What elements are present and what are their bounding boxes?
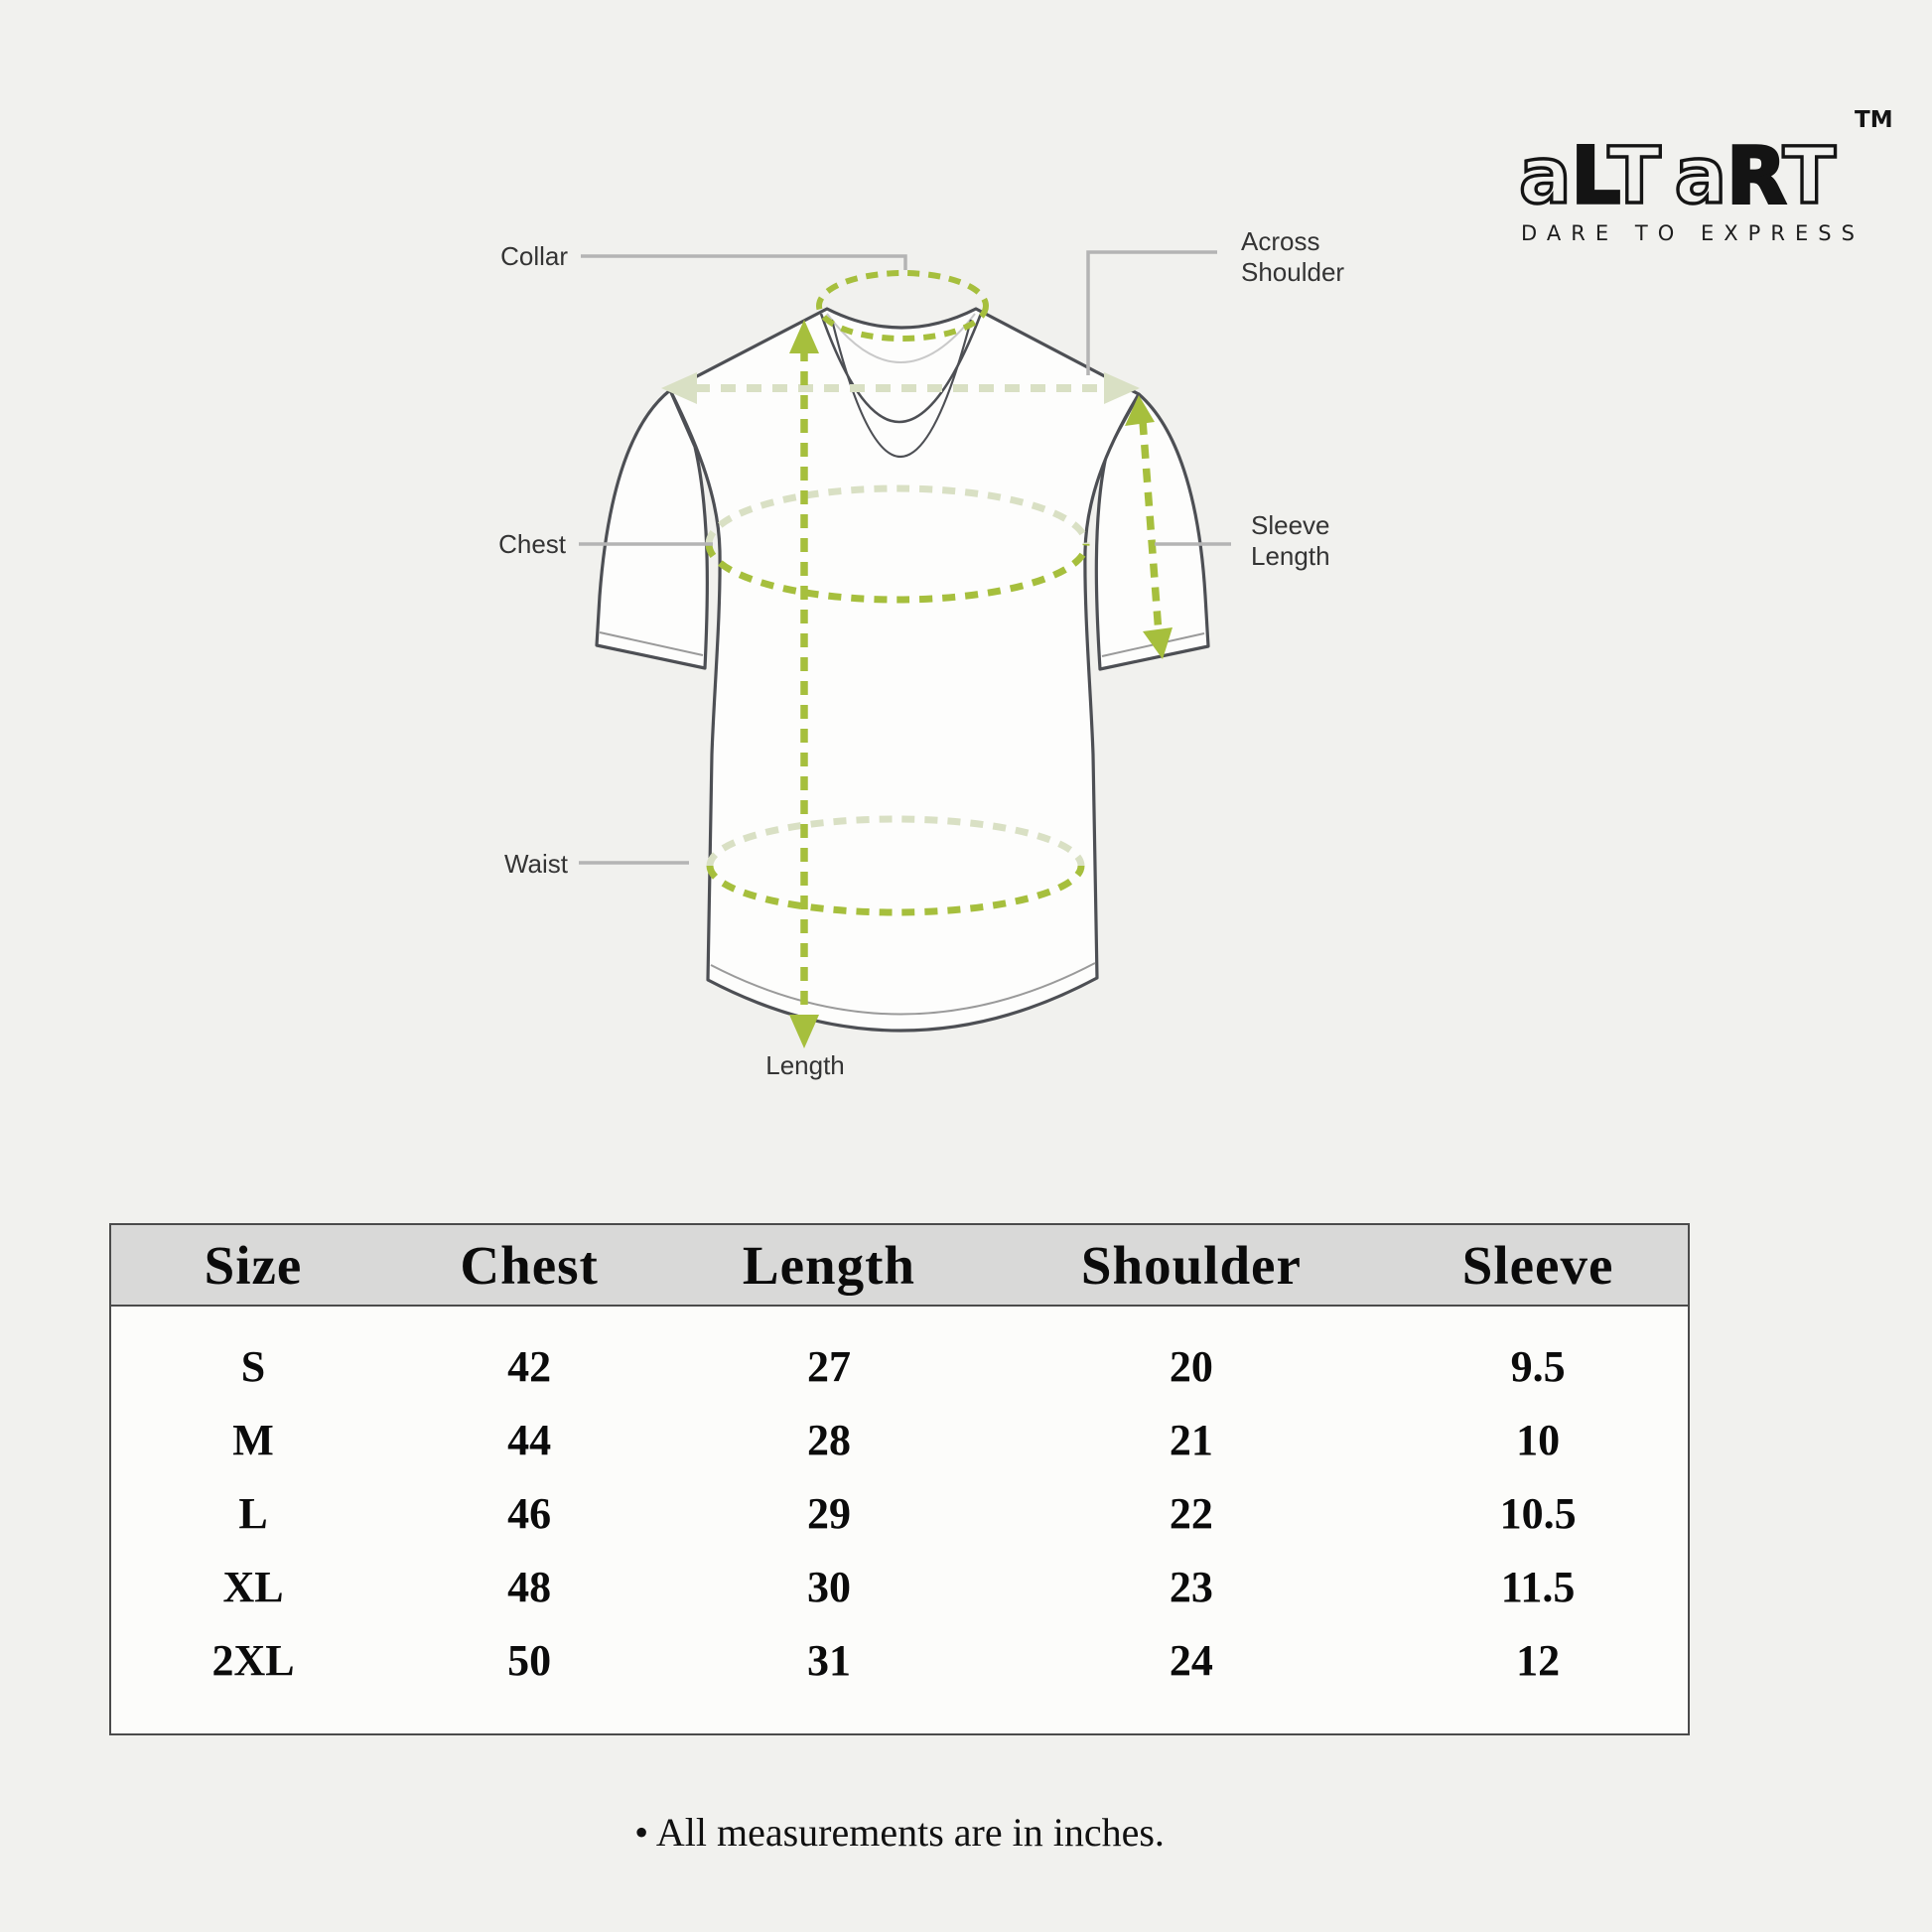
column-header: Size [110,1224,395,1306]
across-shoulder-label-line1: Across [1241,226,1320,256]
tshirt-outline [597,309,1208,1031]
column-header: Chest [395,1224,663,1306]
table-cell: 31 [806,1635,851,1685]
table-cell: 22 [1169,1488,1213,1538]
table-cell: XL [222,1562,284,1611]
sleeve-length-label-line2: Length [1251,541,1330,571]
size-chart-table [109,1223,1690,1735]
table-cell: 42 [507,1341,552,1391]
size-chart-header [110,1224,1689,1306]
table-cell: 29 [806,1488,851,1538]
table-cell: S [240,1341,266,1391]
waist-label: Waist [503,849,568,879]
across-shoulder-label-line2: Shoulder [1241,257,1345,287]
table-cell: 28 [806,1415,851,1464]
sleeve-length-label [1251,510,1330,572]
table-cell: 10 [1516,1415,1561,1464]
across-shoulder-leader-line [1088,252,1217,375]
table-cell: 50 [507,1635,552,1685]
brand-tagline: DARE TO EXPRESS [1521,221,1855,245]
header-row [110,1224,1689,1306]
brand-wordmark-text: aLT aRT [1519,132,1837,221]
table-cell: 44 [507,1415,552,1464]
measurement-note [109,1809,1690,1856]
table-cell: 2XL [211,1635,295,1685]
trademark-text: TM [1855,107,1893,133]
table-row [110,1476,1689,1550]
table-cell: 11.5 [1500,1562,1576,1611]
table-row [110,1403,1689,1476]
length-arrow-bottom [789,1015,819,1048]
table-cell: 9.5 [1510,1341,1566,1391]
collar-leader-line [581,256,905,270]
table-cell: M [232,1415,274,1464]
table-cell: 27 [806,1341,851,1391]
column-header: Shoulder [995,1224,1389,1306]
collar-label: Collar [500,241,568,271]
size-chart-body [110,1306,1689,1734]
brand-logo-svg [1489,85,1906,264]
table-cell: L [238,1488,268,1538]
across-shoulder-label [1241,226,1344,288]
table-cell: 24 [1169,1635,1213,1685]
brand-logo [1489,85,1906,264]
table-cell: 10.5 [1499,1488,1577,1538]
table-cell: 30 [806,1562,851,1611]
table-cell: 23 [1169,1562,1213,1611]
note-bullet: • [634,1810,649,1855]
table-row [110,1550,1689,1623]
note-text: All measurements are in inches. [655,1810,1165,1855]
table-cell: 20 [1169,1341,1213,1391]
table-cell: 48 [507,1562,552,1611]
shirt-body [670,309,1139,1031]
table-row [110,1306,1689,1403]
table-cell: 21 [1169,1415,1213,1464]
column-header: Sleeve [1388,1224,1689,1306]
table-cell: 46 [507,1488,552,1538]
table-row [110,1623,1689,1734]
column-header: Length [663,1224,994,1306]
length-label: Length [765,1050,845,1080]
sleeve-length-label-line1: Sleeve [1251,510,1330,540]
table-cell: 12 [1516,1635,1561,1685]
chest-label: Chest [498,529,566,559]
